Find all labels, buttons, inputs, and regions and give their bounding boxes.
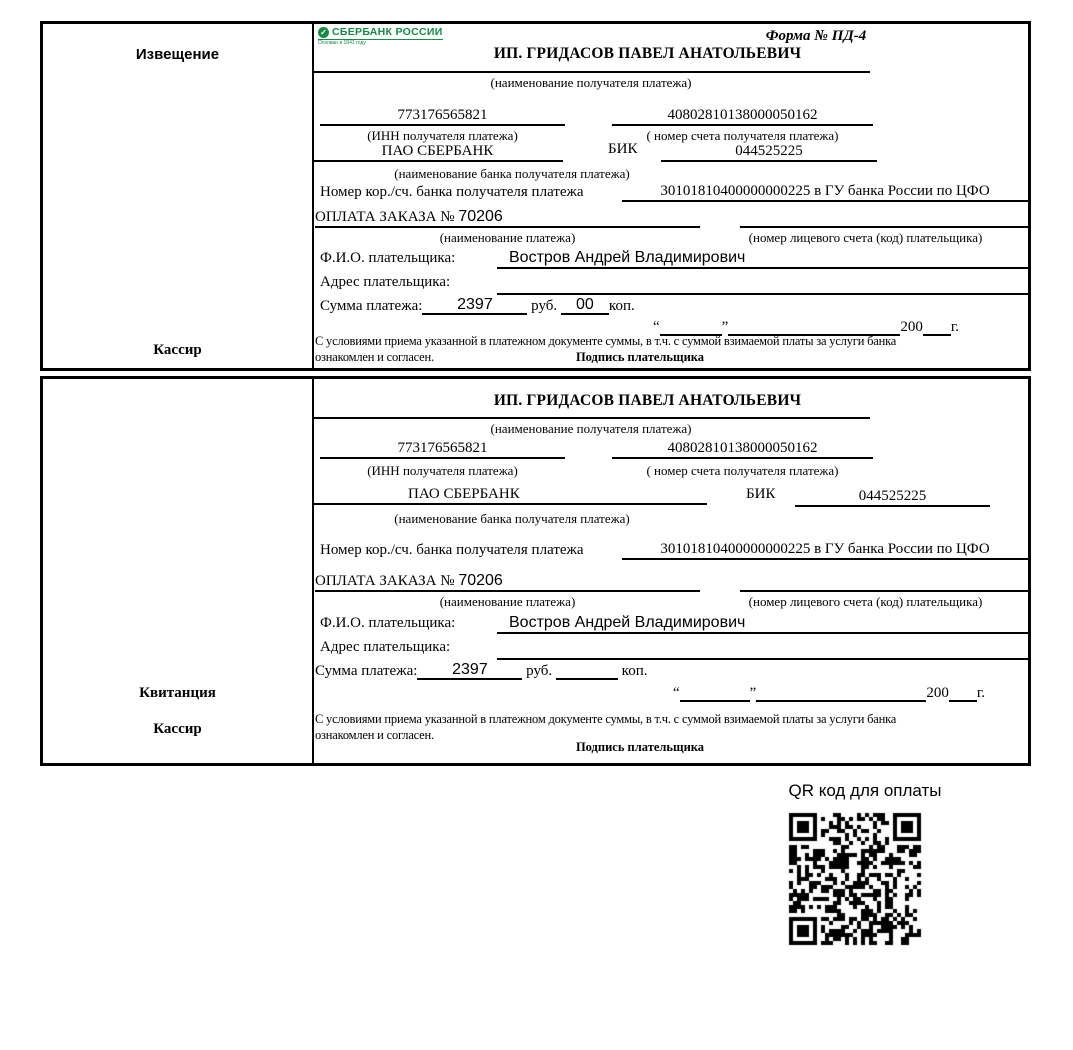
rub-label: руб. — [526, 663, 553, 679]
account-value: 40802810138000050162 — [667, 440, 818, 456]
account-label: ( номер счета получателя платежа) — [646, 128, 839, 143]
personal-account-field — [740, 568, 1028, 592]
bik-label: БИК — [608, 141, 638, 157]
amount-rub-field: 2397 — [417, 661, 522, 680]
agreement-line1: С условиями приема указанной в платежном документе суммы, в т.ч. с суммой взимаемой платы за услуги банка — [315, 712, 897, 726]
personal-account-label: (номер лицевого счета (код) плательщика) — [748, 594, 983, 609]
sum-label: Сумма платежа: — [320, 298, 423, 314]
stub-cashier-label: Кассир — [153, 342, 202, 358]
inn-label: (ИНН получателя платежа) — [367, 463, 518, 478]
kop-label: коп. — [621, 663, 648, 679]
sberbank-emblem-icon: ✓ — [318, 27, 329, 38]
bank-name-field — [312, 481, 707, 505]
purpose-field — [315, 568, 700, 592]
payer-address-label: Адрес плательщика: — [320, 639, 451, 655]
payer-fio-label: Ф.И.О. плательщика: — [320, 250, 456, 266]
bik-label: БИК — [746, 486, 776, 502]
bik-value: 044525225 — [735, 143, 803, 159]
quote-open: “ — [673, 685, 680, 701]
korr-value: 30101810400000000225 в ГУ банка России по ЦФО — [660, 541, 990, 557]
bank-name-label: (наименование банка получателя платежа) — [394, 166, 630, 181]
bank-name-field — [312, 136, 563, 162]
purpose-field — [315, 204, 700, 228]
account-value: 40802810138000050162 — [667, 107, 818, 123]
payment-name-label: (наименование платежа) — [439, 230, 576, 245]
sberbank-logo-main — [318, 27, 443, 40]
korr-label: Номер кор./сч. банка получателя платежа — [320, 542, 584, 558]
payee-header: ИП. ГРИДАСОВ ПАВЕЛ АНАТОЛЬЕВИЧ — [493, 45, 802, 62]
payer-address-field — [497, 269, 1028, 295]
year-suffix: г. — [976, 685, 986, 701]
amount-kop-field — [556, 678, 618, 680]
payee-name-label: (наименование получателя платежа) — [490, 421, 692, 436]
section-receipt — [40, 376, 1031, 766]
kop-label: коп. — [608, 298, 635, 314]
date-year-field — [923, 317, 951, 336]
year-suffix: г. — [950, 319, 960, 335]
qr-code — [781, 805, 929, 953]
quote-close: ” — [721, 319, 729, 335]
payee-name-label: (наименование получателя платежа) — [490, 75, 692, 90]
purpose-prefix: ОПЛАТА ЗАКАЗА № — [315, 209, 455, 225]
year-prefix: 200 — [900, 319, 923, 335]
quote-close: ” — [749, 685, 757, 701]
order-number: 70206 — [458, 572, 503, 589]
payer-name-field — [497, 245, 1028, 269]
date-year-field — [949, 683, 977, 702]
sberbank-logo — [318, 27, 443, 46]
payer-address-label: Адрес плательщика: — [320, 274, 451, 290]
inn-value: 773176565821 — [397, 107, 488, 123]
korr-value: 30101810400000000225 в ГУ банка России по ЦФО — [660, 183, 990, 199]
quote-open: “ — [653, 319, 660, 335]
personal-account-label: (номер лицевого счета (код) плательщика) — [748, 230, 983, 245]
signature-label: Подпись плательщика — [575, 740, 705, 754]
date-row — [673, 683, 985, 702]
rub-label: руб. — [531, 298, 558, 314]
payer-address-field — [497, 634, 1028, 660]
payer-name-value: Востров Андрей Владимирович — [509, 614, 746, 631]
account-label: ( номер счета получателя платежа) — [646, 463, 839, 478]
agreement-line2: ознакомлен и согласен. — [315, 350, 434, 364]
inn-value: 773176565821 — [397, 440, 488, 456]
year-prefix: 200 — [926, 685, 949, 701]
sberbank-logo-text: СБЕРБАНК РОССИИ — [332, 26, 443, 39]
section-notice — [40, 21, 1031, 371]
sberbank-logo-subtext: Основан в 1841 году — [318, 40, 366, 46]
bik-field — [795, 481, 990, 507]
bank-name-label: (наименование банка получателя платежа) — [394, 511, 630, 526]
signature-label: Подпись плательщика — [575, 350, 705, 364]
header-rule — [312, 71, 870, 73]
inn-label: (ИНН получателя платежа) — [367, 128, 518, 143]
payee-header: ИП. ГРИДАСОВ ПАВЕЛ АНАТОЛЬЕВИЧ — [493, 392, 802, 409]
payment-name-label: (наименование платежа) — [439, 594, 576, 609]
bank-name-value: ПАО СБЕРБАНК — [408, 486, 520, 502]
bank-name-value: ПАО СБЕРБАНК — [381, 143, 494, 159]
korr-field — [622, 178, 1028, 202]
stub-title: Извещение — [135, 46, 220, 63]
sum-row — [320, 296, 635, 315]
date-day-field — [680, 683, 750, 702]
form-number: Форма № ПД-4 — [765, 28, 867, 44]
sum-label: Сумма платежа: — [315, 663, 418, 679]
qr-caption: QR код для оплаты — [788, 781, 942, 800]
personal-account-field — [740, 204, 1028, 228]
purpose-prefix: ОПЛАТА ЗАКАЗА № — [315, 573, 455, 589]
payer-name-field — [497, 610, 1028, 634]
korr-label: Номер кор./сч. банка получателя платежа — [320, 184, 584, 200]
date-month-field — [756, 683, 926, 702]
order-number: 70206 — [458, 208, 503, 225]
account-field — [612, 100, 873, 126]
sum-row — [315, 661, 647, 680]
bik-value: 044525225 — [858, 488, 927, 504]
agreement-line2: ознакомлен и согласен. — [315, 728, 434, 742]
amount-kop-field: 00 — [561, 296, 609, 315]
bik-field — [661, 136, 877, 162]
stub-title: Квитанция — [139, 685, 216, 701]
header-rule — [312, 417, 870, 419]
payer-name-value: Востров Андрей Владимирович — [509, 249, 746, 266]
korr-field — [622, 536, 1028, 560]
amount-rub-field: 2397 — [422, 296, 527, 315]
payer-fio-label: Ф.И.О. плательщика: — [320, 615, 456, 631]
inn-field — [320, 100, 565, 126]
inn-field — [320, 433, 565, 459]
stub-cashier-label: Кассир — [153, 721, 202, 737]
agreement-line1: С условиями приема указанной в платежном документе суммы, в т.ч. с суммой взимаемой платы за услуги банка — [315, 334, 897, 348]
account-field — [612, 433, 873, 459]
